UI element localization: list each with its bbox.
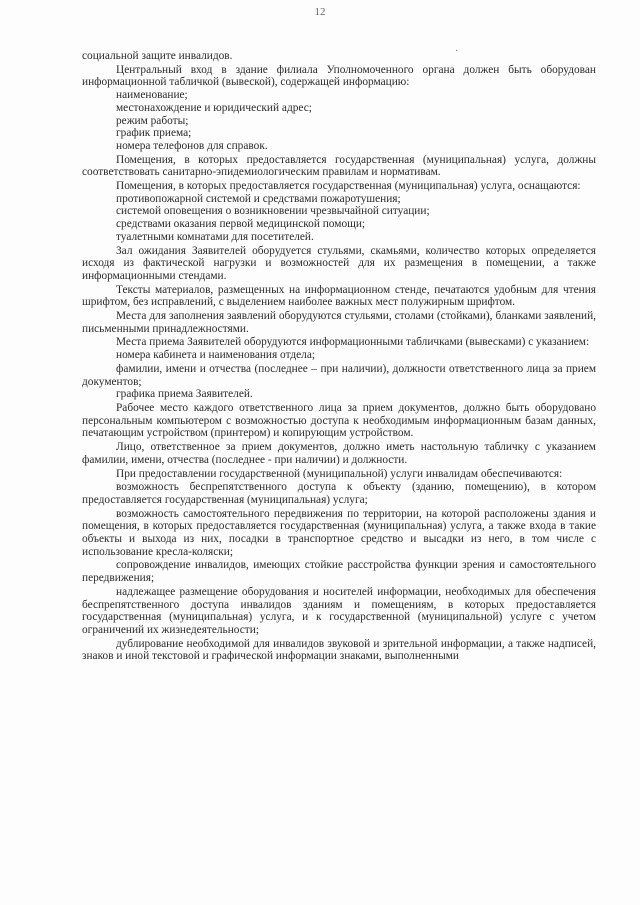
paragraph: При предоставлении государственной (муниципальной) услуги инвалидам обеспечиваются: (116, 467, 563, 480)
list-item: системой оповещения о возникновении чрезвычайной ситуации; (116, 205, 430, 218)
paragraph: Центральный вход в здание филиала Уполномоченного органа должен быть оборудован информационной табличкой (вывеской), содержащей информацию: (82, 63, 596, 89)
list-item: наименование; (116, 89, 188, 102)
paragraph: Зал ожидания Заявителей оборудуется стульями, скамьями, количество которых определяется исходя из фактической нагрузки и возможностей для их размещения в помещении, а также информационными стендами. (82, 244, 596, 282)
paragraph: Места для заполнения заявлений оборудуются стульями, столами (стойками), бланками заявлений, письменными принадлежностями. (82, 310, 596, 335)
list-item: номера кабинета и наименования отдела; (116, 349, 316, 362)
paragraph: надлежащее размещение оборудования и носителей информации, необходимых для обеспечения беспрепятственного доступа инвалидов зданиям и помещениям, в которых предоставляется государственная (муниципальная) услуга, и к государственной (муниципальной) услуге с учетом ограничений их жизнедеятельности; (82, 585, 596, 636)
paragraph: дублирование необходимой для инвалидов звуковой и зрительной информации, а также надписей, знаков и иной текстовой и графической информации знаками, выполненными (82, 637, 596, 663)
paragraph: фамилии, имени и отчества (последнее – при наличии), должности ответственного лица за прием документов; (82, 362, 596, 388)
list-item: режим работы; (116, 114, 189, 127)
paragraph: Лицо, ответственное за прием документов, должно иметь настольную табличку с указанием фамилии, имени, отчества (последнее - при наличии) и должности. (82, 441, 596, 466)
paragraph: Помещения, в которых предоставляется государственная (муниципальная) услуга, оснащаются: (116, 180, 581, 193)
list-item: номера телефонов для справок. (116, 139, 268, 152)
list-item: местонахождение и юридический адрес; (116, 101, 312, 114)
page-number: 12 (314, 6, 326, 18)
paragraph: Тексты материалов, размещенных на информационном стенде, печатаются удобным для чтения шрифтом, без исправлений, с выделением наиболее важных мест полужирным шрифтом. (82, 283, 596, 309)
paragraph: социальной защите инвалидов. (82, 50, 233, 62)
list-item: противопожарной системой и средствами пожаротушения; (116, 192, 401, 205)
paragraph: Рабочее место каждого ответственного лица за прием документов, должно быть оборудовано персональным компьютером с возможностью доступа к необходимым информационным базам данных, печатающим устройством (принтером) и копирующим устройством. (82, 401, 596, 440)
list-item: графика приема Заявителей. (116, 388, 253, 401)
list-item: график приема; (116, 127, 192, 140)
paragraph: Помещения, в которых предоставляется государственная (муниципальная) услуга, должны соответствовать санитарно-эпидемиологическим правилам и нормативам. (82, 153, 596, 179)
paragraph: сопровождение инвалидов, имеющих стойкие расстройства функции зрения и самостоятельного передвижения; (82, 559, 596, 585)
document-body (82, 50, 596, 663)
paragraph: возможность самостоятельного передвижения по территории, на которой расположены здания и помещения, в которых предоставляется государственная (муниципальная) услуга, а также входа в такие объекты и выхода из них, посадки в транспортное средство и высадки из него, в том числе с использование кресла-коляски; (82, 507, 596, 558)
list-item: средствами оказания первой медицинской помощи; (116, 218, 366, 231)
list-item: туалетными комнатами для посетителей. (116, 230, 314, 243)
paragraph: возможность беспрепятственного доступа к объекту (зданию, помещению), в котором предоставляется государственная (муниципальная) услуга; (82, 481, 596, 506)
scan-mark: · (455, 46, 459, 57)
paragraph: Места приема Заявителей оборудуются информационными табличками (вывесками) с указанием: (116, 336, 590, 349)
